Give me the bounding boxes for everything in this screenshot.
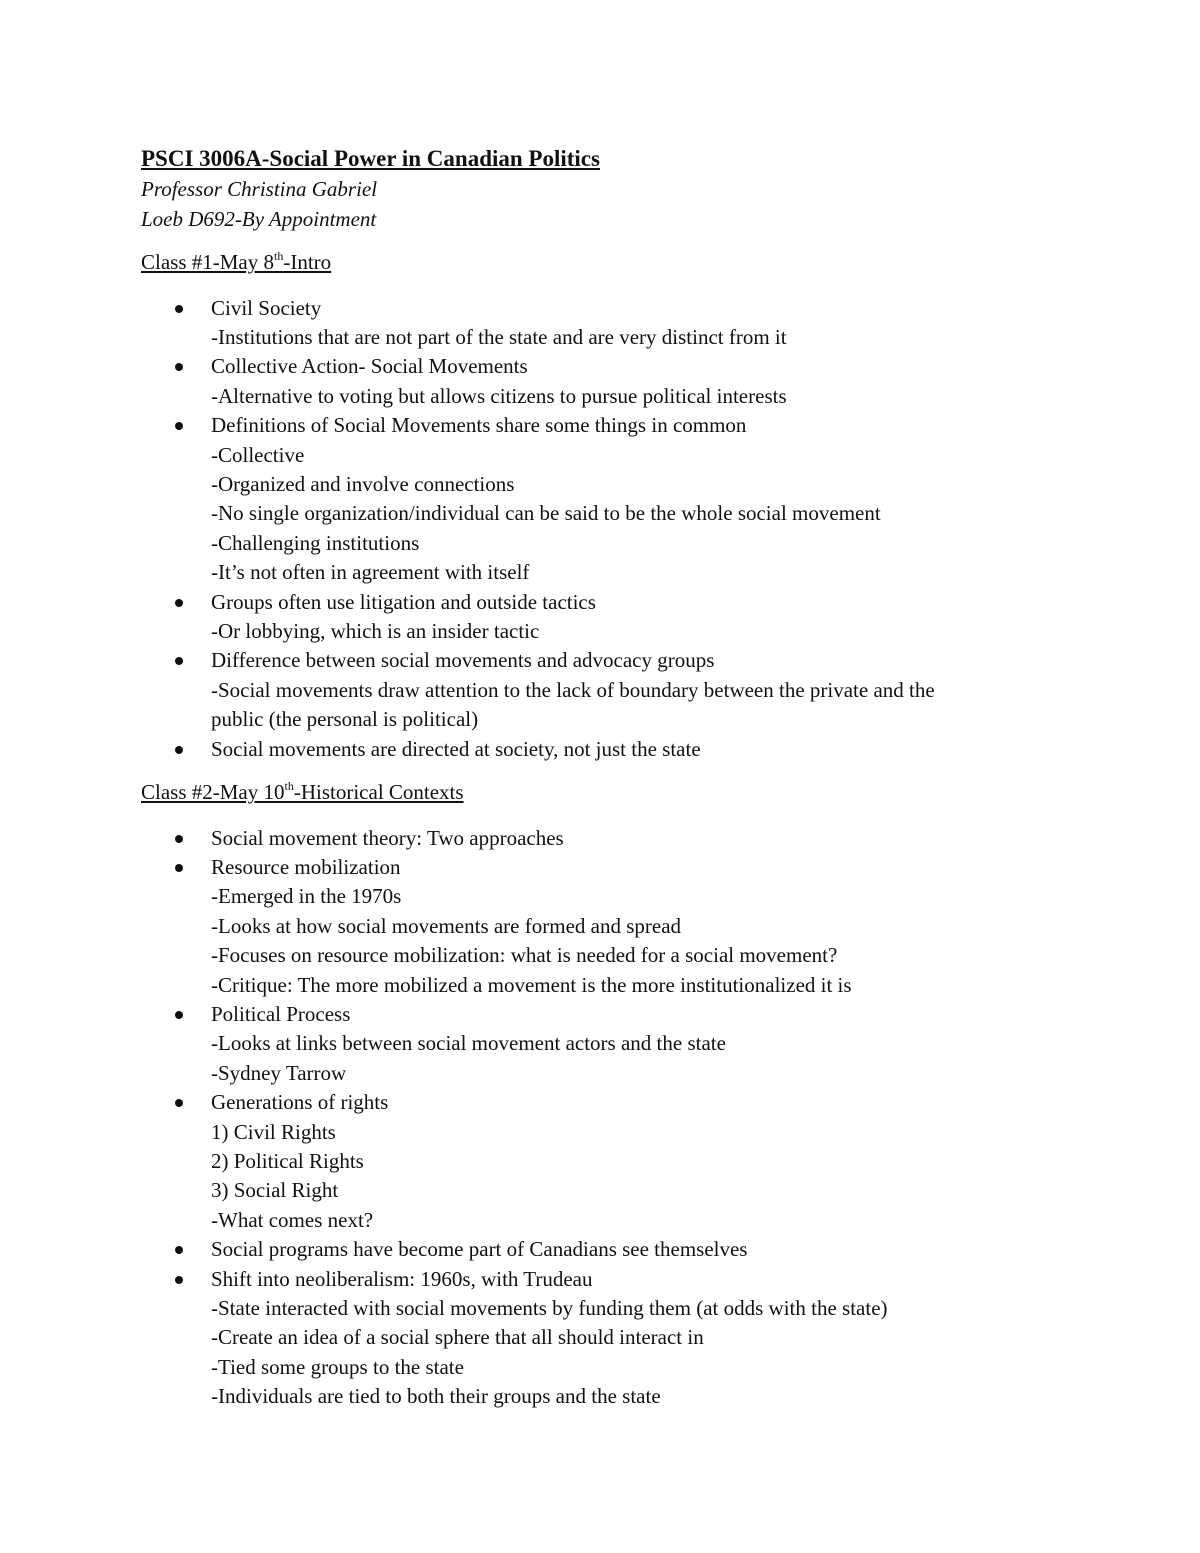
list-item xyxy=(141,1088,1071,1235)
bullet-icon xyxy=(175,363,183,371)
office-hours: Loeb D692-By Appointment xyxy=(141,206,377,231)
bullet-icon xyxy=(175,1011,183,1019)
bullet-icon xyxy=(175,599,183,607)
list-item xyxy=(141,411,1071,587)
sub-point-text: -Organized and involve connections xyxy=(211,471,515,496)
sub-point-text: 2) Political Rights xyxy=(211,1148,364,1173)
sub-point-text: -Looks at how social movements are formed and spread xyxy=(211,913,682,938)
sub-point-text: -Create an idea of a social sphere that all should interact in xyxy=(211,1325,704,1350)
sub-point-text: -Challenging institutions xyxy=(211,530,420,555)
bullet-icon xyxy=(175,422,183,430)
list-item xyxy=(141,588,1071,647)
bullet-icon xyxy=(175,305,183,313)
bullet-text: Shift into neoliberalism: 1960s, with Trudeau xyxy=(211,1266,593,1291)
bullet-text: Generations of rights xyxy=(211,1090,389,1115)
document-page xyxy=(141,143,1071,1412)
list-item xyxy=(141,294,1071,353)
bullet-icon xyxy=(175,746,183,754)
sub-point-text: -State interacted with social movements by funding them (at odds with the state) xyxy=(211,1296,888,1320)
list-item xyxy=(141,646,1071,734)
sub-point-text: 1) Civil Rights xyxy=(211,1119,336,1144)
bullet-icon xyxy=(175,864,183,872)
bullet-text: Resource mobilization xyxy=(211,854,401,879)
sub-point-text: -Institutions that are not part of the state and are very distinct from it xyxy=(211,324,787,349)
bullet-text: Social movements are directed at society, not just the state xyxy=(211,736,701,761)
bullet-icon xyxy=(175,835,183,843)
sub-point-text: -Emerged in the 1970s xyxy=(211,884,402,909)
sub-point-text: -Focuses on resource mobilization: what is needed for a social movement? xyxy=(211,943,838,968)
document-title: PSCI 3006A-Social Power in Canadian Politics xyxy=(141,146,600,171)
bullet-icon xyxy=(175,657,183,665)
sub-point-text: public (the personal is political) xyxy=(211,707,479,732)
list-item xyxy=(141,824,1071,853)
bullet-text: Social programs have become part of Canadians see themselves xyxy=(211,1237,748,1262)
sub-point-text: -It’s not often in agreement with itself xyxy=(211,560,530,585)
bullet-icon xyxy=(175,1276,183,1284)
list-item xyxy=(141,352,1071,411)
bullet-icon xyxy=(175,1099,183,1107)
sub-point-text: -Or lobbying, which is an insider tactic xyxy=(211,618,540,643)
bullet-text: Social movement theory: Two approaches xyxy=(211,825,564,850)
professor-name: Professor Christina Gabriel xyxy=(141,177,378,201)
sub-point-text: -What comes next? xyxy=(211,1207,374,1232)
sub-point-text: -Critique: The more mobilized a movement is the more institutionalized it is xyxy=(211,972,852,997)
notes-body xyxy=(141,248,1071,1412)
class-heading: Class #1-May 8th-Intro xyxy=(141,249,332,274)
sub-point-text: -Collective xyxy=(211,442,305,467)
list-item xyxy=(141,1000,1071,1088)
bullet-text: Civil Society xyxy=(211,295,322,320)
sub-point-text: -No single organization/individual can be said to be the whole social movement xyxy=(211,501,881,526)
sub-point-text: -Looks at links between social movement actors and the state xyxy=(211,1031,726,1056)
bullet-text: Groups often use litigation and outside tactics xyxy=(211,589,596,614)
list-item xyxy=(141,1235,1071,1264)
sub-point-text: -Individuals are tied to both their groups and the state xyxy=(211,1384,661,1409)
bullet-text: Difference between social movements and advocacy groups xyxy=(211,648,715,673)
sub-point-text: -Sydney Tarrow xyxy=(211,1060,347,1085)
sub-point-text: -Social movements draw attention to the lack of boundary between the private and the xyxy=(211,677,935,702)
sub-point-text: -Tied some groups to the state xyxy=(211,1354,464,1379)
bullet-text: Political Process xyxy=(211,1001,351,1026)
bullet-icon xyxy=(175,1246,183,1254)
sub-point-text: 3) Social Right xyxy=(211,1178,339,1203)
class-heading: Class #2-May 10th-Historical Contexts xyxy=(141,779,464,804)
sub-point-text: -Alternative to voting but allows citizens to pursue political interests xyxy=(211,383,787,408)
bullet-list xyxy=(141,824,1071,1412)
list-item xyxy=(141,1265,1071,1412)
bullet-text: Collective Action- Social Movements xyxy=(211,354,528,379)
list-item xyxy=(141,735,1071,764)
bullet-list xyxy=(141,294,1071,765)
list-item xyxy=(141,853,1071,1000)
bullet-text: Definitions of Social Movements share some things in common xyxy=(211,413,747,438)
